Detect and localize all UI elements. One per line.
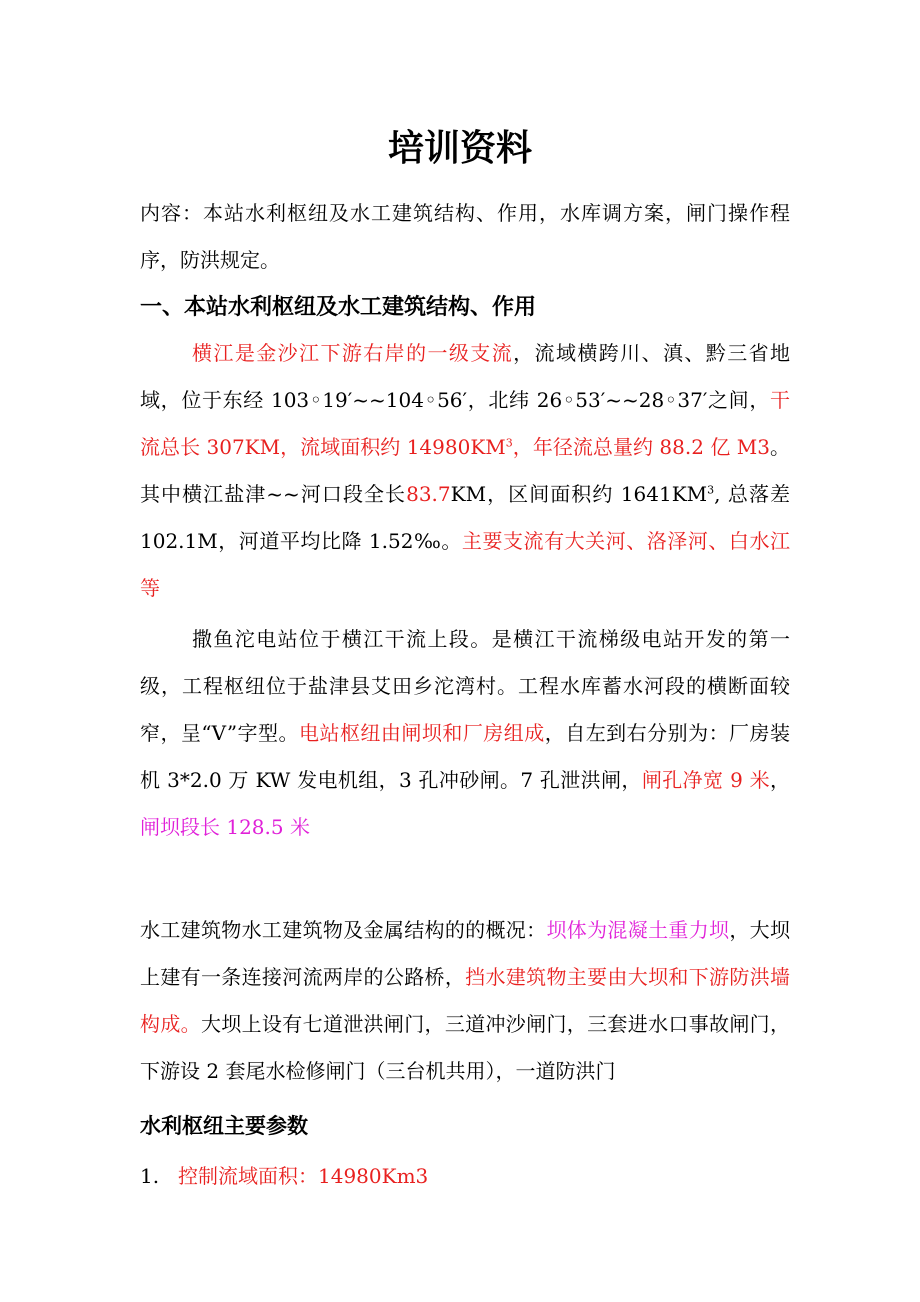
section-heading-2: 水利枢纽主要参数 — [140, 1114, 308, 1138]
text-normal: 。其中横江盐津~~河口段全长 — [140, 435, 791, 506]
text-red: 电站枢纽由闸坝和厂房组成 — [298, 721, 545, 745]
paragraph-structures — [140, 907, 790, 1095]
text-normal: 撒鱼沱电站位于横江干流上段。是横江干流梯级电站开发的第一级，工程枢纽位于盐津县艾田乡沱湾村。工程水库蓄水河段的横断面较窄，呈“V”字型。 — [140, 627, 790, 745]
paragraph-hengjiang — [140, 330, 790, 612]
list-text: 控制流域面积：14980Km3 — [178, 1164, 429, 1188]
text-normal: ，流域横跨川、滇、黔三省地域，位于东经 103◦19′~~104◦56′，北纬 26◦53′~~28◦37′之间， — [140, 341, 791, 412]
text-normal: 大坝上设有七道泄洪闸门，三道冲沙闸门，三套进水口事故闸门，下游设 2 套尾水检修闸门（三台机共用），一道防洪门 — [140, 1012, 791, 1083]
text-red: 干流总长 307KM，流域面积约 14980KM — [140, 388, 790, 459]
text-red: 闸孔净宽 9 米 — [641, 768, 770, 792]
superscript: 3 — [707, 483, 715, 497]
text-red: 横江是金沙江下游右岸的一级支流 — [192, 341, 514, 365]
text-normal: ，大坝上建有一条连接河流两岸的公路桥， — [140, 918, 791, 989]
text-red: ，年径流总量约 88.2 亿 M3 — [512, 435, 770, 459]
text-normal: KM，区间面积约 1641KM — [450, 482, 708, 506]
page-title: 培训资料 — [387, 128, 532, 169]
list-number: 1. — [140, 1164, 160, 1188]
paragraph-station — [140, 616, 790, 851]
text-red: 挡水建筑物主要由大坝和下游防洪墙构成。 — [140, 965, 791, 1036]
text-magenta: 坝体为混凝土重力坝 — [546, 918, 730, 942]
text-red: 83.7 — [406, 482, 451, 506]
text-normal: 水工建筑物水工建筑物及金属结构的的概况： — [140, 918, 547, 942]
list-item — [140, 1160, 428, 1189]
text-normal: ，自左到右分别为：厂房装机 3*2.0 万 KW 发电机组，3 孔冲砂闸。7 孔泄洪闸， — [140, 721, 791, 792]
text-red: 主要支流有大关河、洛泽河、白水江等 — [140, 529, 790, 600]
text-normal: , 总落差 102.1M，河道平均比降 1.52‰。 — [140, 482, 791, 553]
superscript: 3 — [505, 436, 513, 450]
section-heading-1: 一、本站水利枢纽及水工建筑结构、作用 — [140, 295, 537, 320]
intro-paragraph: 内容：本站水利枢纽及水工建筑结构、作用，水库调方案，闸门操作程序，防洪规定。 — [140, 201, 790, 272]
text-normal: ， — [769, 768, 790, 792]
text-magenta: 闸坝段长 128.5 米 — [140, 815, 310, 839]
